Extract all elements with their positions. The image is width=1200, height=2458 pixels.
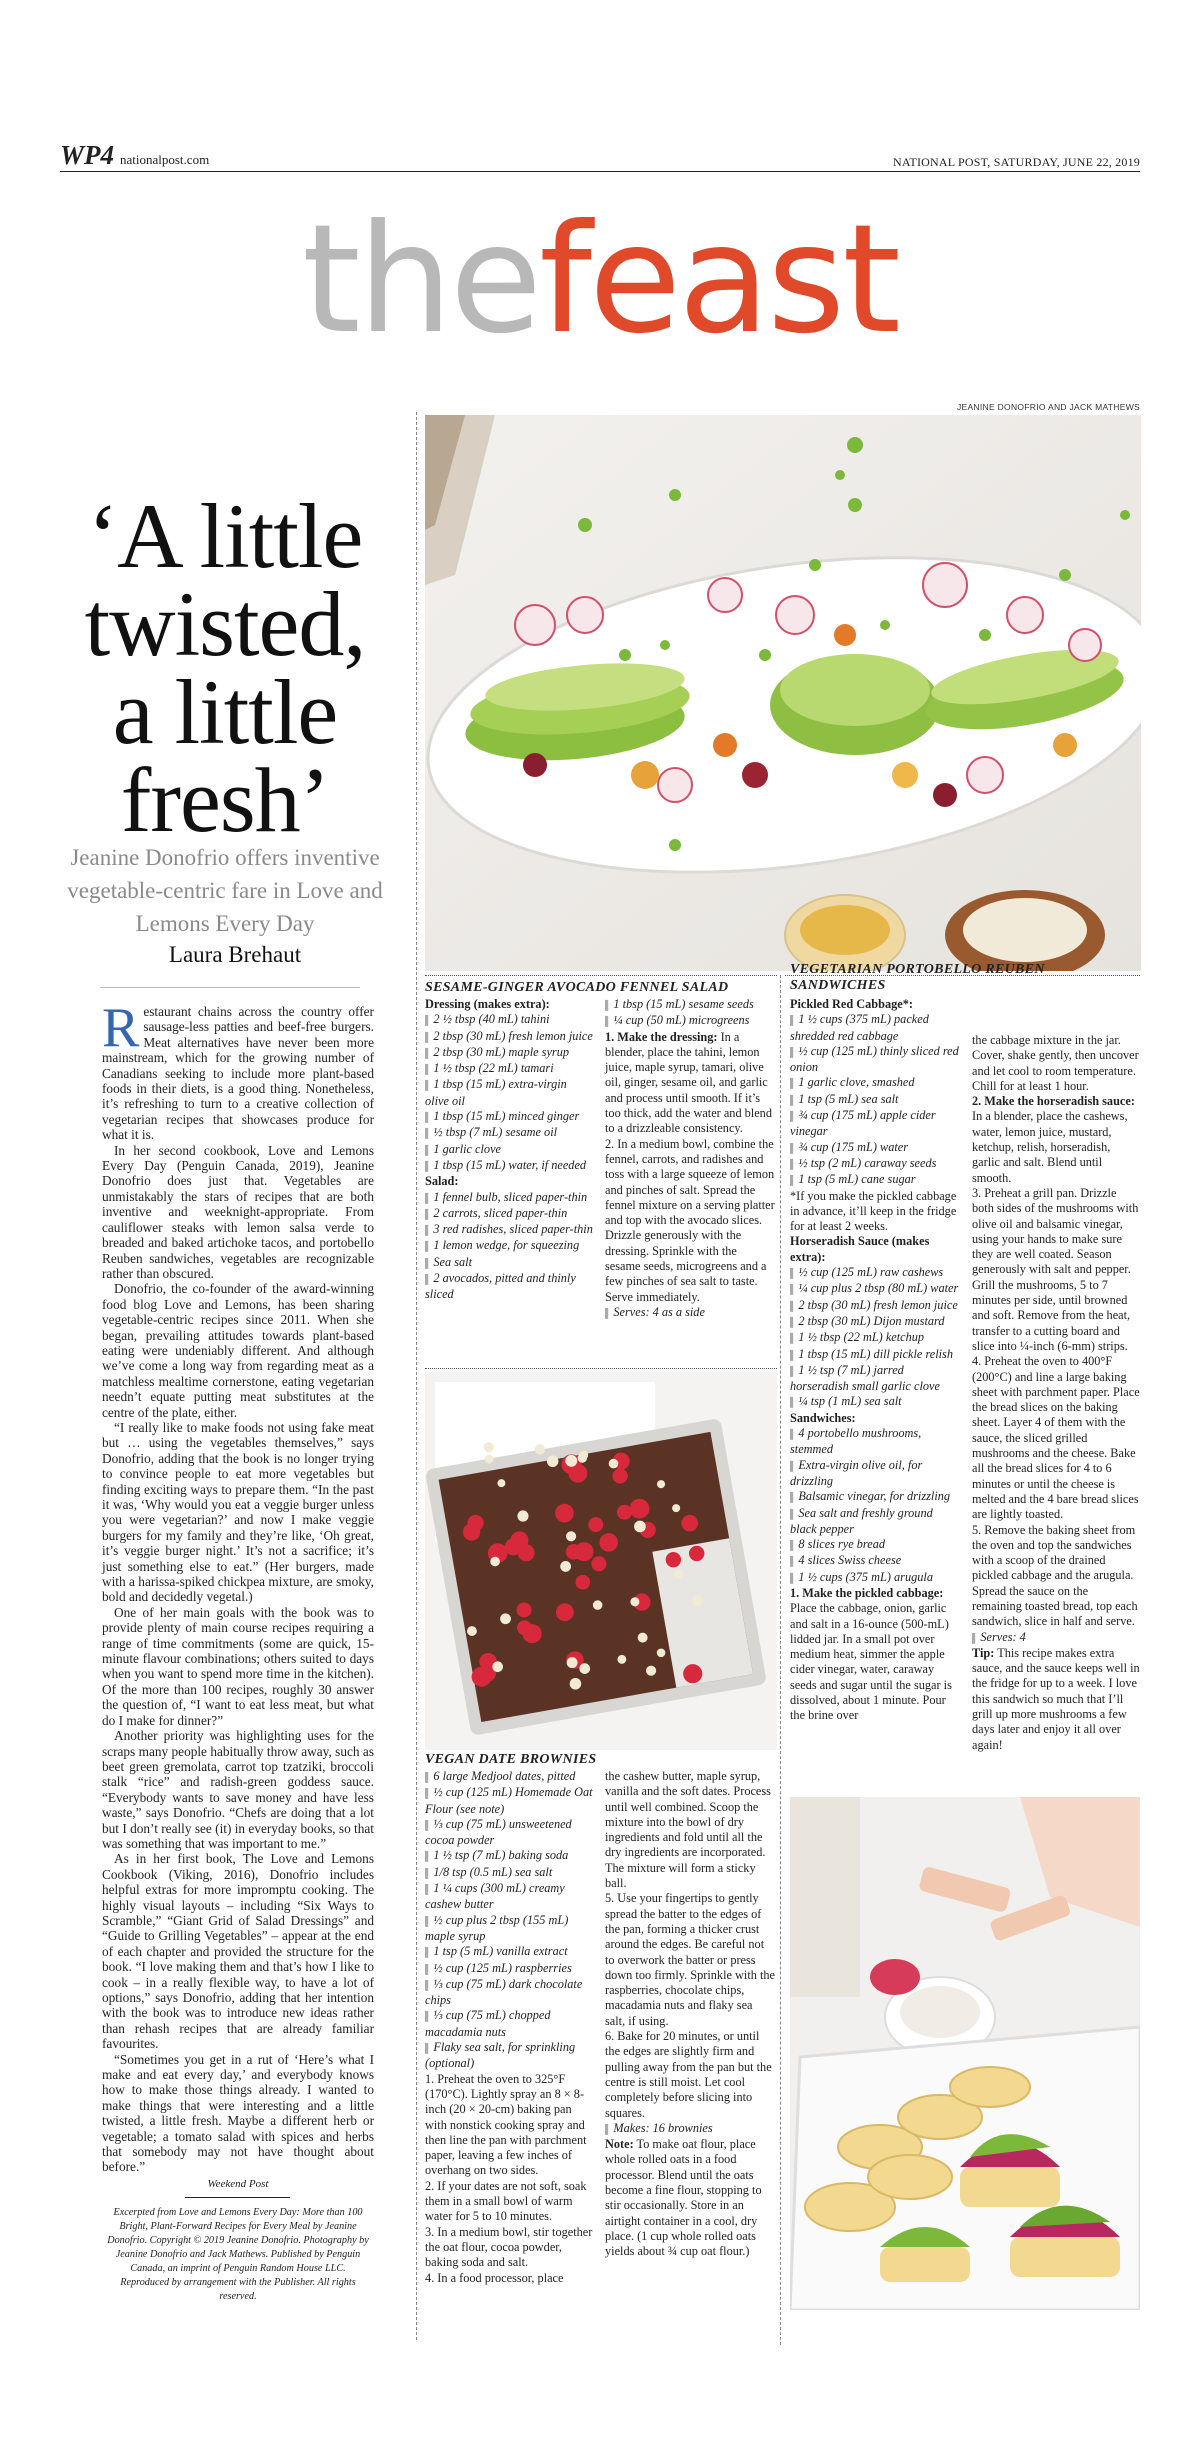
- recipe-step: [425, 2072, 593, 2179]
- byline: Laura Brehaut: [168, 942, 302, 967]
- reuben-column-2: [972, 1033, 1140, 1753]
- ingredient: ▌ 1 tbsp (15 mL) minced ginger: [425, 1109, 593, 1125]
- step-text: 5. Use your fingertips to gently spread the batter to the edges of the pan, forming a thicker crust around the edges. Be careful not to overwork the batter or press down too firmly. Sprinkle with the raspberries, chocolate chips, macadamia nuts and flaky sea salt, if using.: [605, 1891, 775, 2028]
- ingredient: ▌ 2 tbsp (30 mL) Dijon mustard: [790, 1314, 960, 1330]
- ingredient: ▌ ½ cup (125 mL) Homemade Oat Flour (see note): [425, 1785, 593, 1817]
- ingredient: ▌ 1 tbsp (15 mL) water, if needed: [425, 1158, 593, 1174]
- macadamia-nut: [566, 1531, 576, 1541]
- recipe-subhead: Horseradish Sauce (makes extra):: [790, 1234, 930, 1264]
- dateline: NATIONAL POST, SATURDAY, JUNE 22, 2019: [893, 155, 1140, 169]
- byline-rule: [100, 987, 360, 988]
- dressing-jar: [785, 895, 905, 971]
- ingredient: ▌ 2 tbsp (30 mL) maple syrup: [425, 1045, 593, 1061]
- step-text: 2. If your dates are not soft, soak them in a small bowl of warm water for 5 to 10 minutes.: [425, 2178, 587, 2224]
- macadamia-nut: [692, 1595, 703, 1606]
- step-lead: Note:: [605, 2137, 634, 2152]
- reuben-column-1: [790, 997, 960, 1724]
- section-title-feast: feast: [539, 193, 899, 367]
- step-lead: 1. Make the pickled cabbage:: [790, 1585, 944, 1600]
- salad-column-1: [425, 997, 593, 1303]
- ingredient: ▌ ½ cup (125 mL) raspberries: [425, 1961, 593, 1977]
- ingredient: ▌ 1 ½ tsp (7 mL) baking soda: [425, 1848, 593, 1864]
- step-lead: Tip:: [972, 1645, 995, 1660]
- macadamia-nut: [497, 1479, 505, 1487]
- recipe-subhead: Salad:: [425, 1174, 459, 1189]
- ingredient: ▌ 1 ½ cups (375 mL) arugula: [790, 1570, 960, 1586]
- macadamia-nut: [630, 1597, 639, 1606]
- site-url: nationalpost.com: [120, 152, 210, 167]
- ingredient: ▌ Extra-virgin olive oil, for drizzling: [790, 1458, 960, 1490]
- ingredient: ▌ Balsamic vinegar, for drizzling: [790, 1489, 960, 1505]
- ingredient: ▌ ¼ cup plus 2 tbsp (80 mL) water: [790, 1281, 960, 1297]
- recipe-step: [972, 1646, 1140, 1753]
- raspberry: [517, 1603, 532, 1618]
- article-body: [102, 997, 374, 2175]
- ingredient: ▌ ⅓ cup (75 mL) unsweetened cocoa powder: [425, 1817, 593, 1849]
- ingredient: ▌ 3 red radishes, sliced paper-thin: [425, 1222, 593, 1238]
- raspberry: [612, 1468, 627, 1483]
- ingredient: ▌ ½ cup plus 2 tbsp (155 mL) maple syrup: [425, 1913, 593, 1945]
- ingredient: ▌ 6 large Medjool dates, pitted: [425, 1769, 593, 1785]
- article-paragraph: One of her main goals with the book was to provide plenty of main course recipes requiring a range of time commitments (some are quick, 15-minute flavour combinations; others suited to days when you want to spend more time in the kitchen). Of the more than 100 recipes, roughly 30 answer the question of, “I want to eat less meat, but what do I make for dinner?”: [102, 1604, 374, 1728]
- raspberry: [510, 1531, 528, 1549]
- brownie-recipe-title: VEGAN DATE BROWNIES: [425, 1752, 597, 1767]
- raspberry: [689, 1546, 704, 1561]
- macadamia-nut: [500, 1613, 511, 1624]
- step-text: To make oat flour, place whole rolled oats in a food processor. Blend until the oats become a fine flour, stopping to stir occasionally. Store in an airtight container in a cool, dry place. (1 cup whole rolled oats yields about ¾ cup oat flour.): [605, 2137, 762, 2259]
- macadamia-nut: [560, 1561, 571, 1572]
- ingredient: ▌ 1 garlic clove, smashed: [790, 1075, 960, 1091]
- step-text: 1. Preheat the oven to 325°F (170°C). Lightly spray an 8 × 8-inch (20 × 20-cm) baking pan with nonstick cooking spray and then line the pan with parchment paper, leaving a few inches of overhang on two sides.: [425, 2071, 587, 2178]
- ingredient: ▌ 2 ½ tbsp (40 mL) tahini: [425, 1012, 593, 1028]
- recipe-step: [972, 1033, 1140, 1094]
- deck: Jeanine Donofrio offers inventive vegetable-centric fare in Love and Lemons Every Day: [67, 845, 383, 936]
- ingredient: ▌ Sea salt and freshly ground black pepper: [790, 1506, 960, 1538]
- article-paragraph: Another priority was highlighting uses for the scraps many people habitually throw away, such as beet green gremolata, carrot top tzatziki, broccoli stalk “rice” and radish-green goddess sauce. “Everybody wants to save money and have less waste,” says Donofrio. “Chefs are doing that a lot but I don’t really see (it) in everyday books, so that was something that was important to me.”: [102, 1728, 374, 1851]
- recipe-step: [605, 1137, 775, 1305]
- raspberry: [463, 1523, 481, 1541]
- step-text: 4. Preheat the oven to 400°F (200°C) and line a large baking sheet with parchment paper. Place the bread slices on the baking sheet. Layer 4 of them with the sauce, the sliced grilled mushrooms and the cheese. Bake all the bread slices for 4 to 6 minutes or until the cheese is melted and the 4 bare bread slices are lightly toasted.: [972, 1354, 1140, 1522]
- ingredient: ▌ ½ cup (125 mL) thinly sliced red onion: [790, 1044, 960, 1076]
- article-paragraph: Restaurant chains across the country offer sausage-less patties and beef-free burgers. Meat alternatives have never been more mainstream, which for the growing number of Canadians seeking to include more plant-based foods in their diets, is a good thing. Nonetheless, it’s refreshing to turn to a creative collection of vegetarian recipes that showcases produce for what it is.: [102, 997, 374, 1143]
- ingredient: ▌ 1 fennel bulb, sliced paper-thin: [425, 1190, 593, 1206]
- page-number: WP4 nationalpost.com: [60, 140, 210, 170]
- macadamia-nut: [484, 1442, 494, 1452]
- step-text: 4. In a food processor, place: [425, 2270, 564, 2285]
- ingredient: ▌ Sea salt: [425, 1255, 593, 1271]
- recipe-subhead: Sandwiches:: [790, 1410, 856, 1425]
- ingredient: ▌ 1 ½ tbsp (22 mL) tamari: [425, 1061, 593, 1077]
- recipe-step: [972, 1523, 1140, 1630]
- macadamia-nut: [578, 1453, 587, 1462]
- step-text: the cabbage mixture in the jar. Cover, shake gently, then uncover and let cool to room temperature. Chill for at least 1 hour.: [972, 1033, 1139, 1093]
- ingredient: ▌ 1 ½ tbsp (22 mL) ketchup: [790, 1330, 960, 1346]
- macadamia-nut: [570, 1678, 582, 1690]
- ingredient: ▌ ¾ cup (175 mL) water: [790, 1140, 960, 1156]
- step-text: Place the cabbage, onion, garlic and salt in a 16-ounce (500-mL) lidded jar. In a small pot over medium heat, simmer the apple cider vinegar, water, caraway seeds and sugar until the sugar is dissolved, about 1 minute. Pour the brine over: [790, 1601, 952, 1723]
- salad-column-2: [605, 997, 775, 1321]
- ingredient: ▌ ½ cup (125 mL) raw cashews: [790, 1265, 960, 1281]
- ingredient: ▌ 2 carrots, sliced paper-thin: [425, 1206, 593, 1222]
- recipe-yield: ▌ Serves: 4: [972, 1630, 1140, 1646]
- raspberry: [523, 1624, 542, 1643]
- step-text: 3. In a medium bowl, stir together the oat flour, cocoa powder, baking soda and salt.: [425, 2224, 593, 2270]
- macadamia-nut: [609, 1459, 619, 1469]
- raspberry: [575, 1575, 590, 1590]
- ingredient: ▌ 1 ½ tsp (7 mL) jarred horseradish small garlic clove: [790, 1363, 960, 1395]
- recipe-step: [790, 1189, 960, 1235]
- article-paragraph: As in her first book, The Love and Lemons Cookbook (Viking, 2016), Donofrio includes helpful extras for more impromptu cooking. The highly visual layouts – including “Six Ways to Scramble,” “Giant Grid of Salad Dressings” and “Guide to Grilling Vegetables” – appear at the end of each chapter and provided the structure for the book. “I love making them and that’s how I like to cook – in a really flexible way, to have a lot of options,” says Donofrio, adding that her intention with the book was to introduce new ideas rather than rehash recipes that are already familiar favourites.: [102, 1851, 374, 2052]
- brownie-top-rule: [425, 1368, 777, 1370]
- step-lead: 2. Make the horseradish sauce:: [972, 1094, 1135, 1109]
- recipe-step: [972, 1354, 1140, 1522]
- ingredient: ▌ 1 lemon wedge, for squeezing: [425, 1238, 593, 1254]
- excerpt-credit: Excerpted from Love and Lemons Every Day: More than 100 Bright, Plant-Forward Recipes for Every Meal by Jeanine Donofrio. Copyright © 2019 Jeanine Donofrio. Photography by Jeanine Donofrio and Jack Mathews. Published by Penguin Canada, an imprint of Penguin Random House LLC. Reproduced by arrangement with the Publisher. All rights reserved.: [107, 2207, 369, 2302]
- raspberry: [588, 1517, 603, 1532]
- brownie-column-2: [605, 1769, 775, 2260]
- macadamia-nut: [547, 1456, 559, 1468]
- step-text: In a blender, place the tahini, lemon juice, maple syrup, tamari, olive oil, ginger, sesame oil, and garlic and process until smooth. If it’s too thick, add the water and blend to a drizzleable consistency.: [605, 1029, 772, 1136]
- macadamia-nut: [672, 1504, 680, 1512]
- reuben-divider: [780, 975, 782, 2345]
- recipe-step: [790, 1586, 960, 1724]
- recipe-subhead: Pickled Red Cabbage*:: [790, 997, 913, 1011]
- ingredient: ▌ 1 tbsp (15 mL) extra-virgin olive oil: [425, 1077, 593, 1109]
- macadamia-nut: [485, 1455, 494, 1464]
- recipe-step: [605, 1891, 775, 2029]
- ingredient: ▌ ⅓ cup (75 mL) chopped macadamia nuts: [425, 2008, 593, 2040]
- photo-credit: JEANINE DONOFRIO AND JACK MATHEWS: [956, 402, 1140, 412]
- article-paragraph: “I really like to make foods not using fake meat but … using the vegetables themselves,” says Donofrio, adding that the book is no longer trying to convince people to eat more vegetables but finding exciting ways to prepare them. “In the past it was, ‘Why would you eat a veggie burger unless you were vegetarian?’ and now I make veggie burgers for my family and they’re like, ‘Oh great, it’s veggie burger night.’ It’s not a sacrifice; it’s just something else to eat.” (Her burgers, made with a harissa-spiked chickpea mixture, are smoky, bold and decidedly vegetal.): [102, 1419, 374, 1605]
- section-title-the: the: [301, 193, 540, 367]
- raspberry: [630, 1499, 650, 1519]
- macadamia-nut: [657, 1480, 665, 1488]
- article-paragraph: “Sometimes you get in a rut of ‘Here’s what I make and eat every day,’ and everybody knows how to make those things already. I wanted to make things that were interesting and a little twisted, a little fresh. Maybe a different herb or vegetable; a tomato salad with spices and herbs that somebody may not have thought about before.”: [102, 2051, 374, 2175]
- signoff-rule: [185, 2197, 290, 2198]
- step-text: *If you make the pickled cabbage in advance, it’ll keep in the fridge for at least 2 weeks.: [790, 1188, 957, 1234]
- section-title: [0, 193, 1200, 367]
- ingredient: ▌ ¼ tsp (1 mL) sea salt: [790, 1394, 960, 1410]
- salad-photo: [425, 415, 1141, 971]
- macadamia-nut: [674, 1569, 684, 1579]
- ingredient: ▌ 2 tbsp (30 mL) fresh lemon juice: [425, 1029, 593, 1045]
- salad-top-rule: [425, 975, 777, 977]
- signoff: Weekend Post: [207, 2178, 269, 2190]
- step-text: 3. Preheat a grill pan. Drizzle both sides of the mushrooms with olive oil and balsamic vinegar, using your hands to make sure they are well coated. Season generously with salt and pepper. Grill the mushrooms, 5 to 7 minutes per side, until browned and soft. Remove from the heat, transfer to a cutting board and slice into ¼-inch (6-mm) strips.: [972, 1185, 1139, 1353]
- drop-cap: R: [102, 997, 140, 1059]
- raspberry: [617, 1505, 632, 1520]
- macadamia-nut: [638, 1633, 648, 1643]
- ingredient: ▌ 1 tbsp (15 mL) dill pickle relish: [790, 1347, 960, 1363]
- header-rule: [60, 171, 1140, 172]
- ingredient: ▌ 8 slices rye bread: [790, 1537, 960, 1553]
- recipe-step: [605, 1030, 775, 1137]
- raspberry: [555, 1504, 574, 1523]
- step-lead: 1. Make the dressing:: [605, 1029, 718, 1044]
- ingredient: ▌ 1 ½ cups (375 mL) packed shredded red cabbage: [790, 1012, 960, 1044]
- macadamia-nut: [579, 1663, 590, 1674]
- article-paragraph: In her second cookbook, Love and Lemons Every Day (Penguin Canada, 2019), Jeanine Donofrio does just that. Vegetables are unmistakably the stars of recipes that are both inventive and weeknight-appropriate. From cauliflower steaks with lemon salsa verde to breaded and baked artichoke tacos, and portobello Reuben sandwiches, vegetables are recognizable rather than obscured.: [102, 1142, 374, 1281]
- recipe-step: [972, 1094, 1140, 1186]
- headline: ‘A little twisted, a little fresh’: [84, 485, 366, 851]
- raspberry: [599, 1533, 618, 1552]
- recipe-step: [425, 2225, 593, 2271]
- recipe-step: [425, 2271, 593, 2286]
- step-text: In a blender, place the cashews, water, lemon juice, mustard, ketchup, relish, horseradish, garlic and salt. Blend until smooth.: [972, 1109, 1128, 1185]
- step-text: 2. In a medium bowl, combine the fennel, carrots, and radishes and toss with a large squeeze of lemon and pinches of salt. Spread the fennel mixture on a serving platter and top with the avocado slices. Drizzle generously with the dressing. Sprinkle with the sesame seeds, microgreens and a few pinches of sea salt to taste. Serve immediately.: [605, 1136, 775, 1304]
- brownie-column-1: [425, 1769, 593, 2286]
- ingredient: ▌ 1 ¼ cups (300 mL) creamy cashew butter: [425, 1881, 593, 1913]
- step-text: 6. Bake for 20 minutes, or until the edges are slightly firm and pulling away from the pan but the centre is still moist. Let cool completely before slicing into squares.: [605, 2029, 772, 2120]
- macadamia-nut: [657, 1649, 666, 1658]
- raspberry: [683, 1664, 702, 1683]
- macadamia-nut: [467, 1626, 477, 1636]
- ingredient: ▌ ½ tsp (2 mL) caraway seeds: [790, 1156, 960, 1172]
- ingredient: ▌ 1 tsp (5 mL) sea salt: [790, 1092, 960, 1108]
- article-paragraph: Donofrio, the co-founder of the award-winning food blog Love and Lemons, has been sharing vegetable-centric recipes since 2011. When she began, prevailing attitudes towards plant-based eating were undeniably different. And although we’ve come a long way from regarding meat as a matchless mealtime cornerstone, eating vegetarian needn’t equate putting meat substitutes at the centre of the plate, either.: [102, 1281, 374, 1420]
- ingredient: ▌ ½ tbsp (7 mL) sesame oil: [425, 1125, 593, 1141]
- recipe-yield: ▌ Makes: 16 brownies: [605, 2121, 775, 2137]
- ingredient: ▌ 1 garlic clove: [425, 1142, 593, 1158]
- ingredient: ▌ ¾ cup (175 mL) apple cider vinegar: [790, 1108, 960, 1140]
- macadamia-nut: [490, 1557, 500, 1567]
- macadamia-nut: [517, 1510, 528, 1521]
- ingredient: ▌ 1 tbsp (15 mL) sesame seeds: [605, 997, 775, 1013]
- ingredient: ▌ ⅓ cup (75 mL) dark chocolate chips: [425, 1977, 593, 2009]
- recipe-step: [425, 2179, 593, 2225]
- ingredient: ▌ 4 slices Swiss cheese: [790, 1553, 960, 1569]
- ingredient: ▌ 4 portobello mushrooms, stemmed: [790, 1426, 960, 1458]
- raspberry: [566, 1544, 582, 1560]
- raspberry: [556, 1603, 574, 1621]
- step-text: 5. Remove the baking sheet from the oven and top the sandwiches with a scoop of the drained pickled cabbage and the arugula. Spread the sauce on the remaining toasted bread, top each sandwich, slice in half and serve.: [972, 1522, 1138, 1629]
- raspberry: [591, 1556, 606, 1571]
- ingredient: ▌ ¼ cup (50 mL) microgreens: [605, 1013, 775, 1029]
- recipe-step: [972, 1186, 1140, 1354]
- brownie-photo: [425, 1372, 777, 1750]
- macadamia-nut: [617, 1655, 626, 1664]
- macadamia-nut: [567, 1657, 578, 1668]
- ingredient: ▌ 2 tbsp (30 mL) fresh lemon juice: [790, 1298, 960, 1314]
- ingredient: ▌ 1/8 tsp (0.5 mL) sea salt: [425, 1865, 593, 1881]
- macadamia-nut: [593, 1600, 603, 1610]
- reuben-recipe-title: VEGETARIAN PORTOBELLO REUBEN SANDWICHES: [790, 962, 1045, 993]
- ingredient: ▌ 2 avocados, pitted and thinly sliced: [425, 1271, 593, 1303]
- recipe-step: [605, 2029, 775, 2121]
- recipe-yield: ▌ Serves: 4 as a side: [605, 1305, 775, 1321]
- macadamia-nut: [565, 1455, 577, 1467]
- recipe-subhead: Dressing (makes extra):: [425, 997, 550, 1011]
- ingredient: ▌ 1 tsp (5 mL) vanilla extract: [425, 1944, 593, 1960]
- reuben-photo: [790, 1797, 1140, 2310]
- macadamia-nut: [492, 1661, 503, 1672]
- column-divider: [416, 412, 418, 2340]
- ingredient: ▌ 1 tsp (5 mL) cane sugar: [790, 1172, 960, 1188]
- step-text: the cashew butter, maple syrup, vanilla and the soft dates. Process until well combined. Scoop the mixture into the bowl of dry ingredients and fold until all the dry ingredients are incorporated. The mixture will form a sticky ball.: [605, 1769, 771, 1891]
- raspberry: [666, 1552, 681, 1567]
- recipe-step: [605, 2137, 775, 2259]
- ingredient: ▌ Flaky sea salt, for sprinkling (optional): [425, 2040, 593, 2072]
- salad-recipe-title: SESAME-GINGER AVOCADO FENNEL SALAD: [425, 980, 729, 995]
- macadamia-nut: [535, 1444, 545, 1454]
- macadamia-nut: [646, 1666, 656, 1676]
- raspberry: [681, 1515, 698, 1532]
- step-text: This recipe makes extra sauce, and the sauce keeps well in the fridge for up to a week. I love this sandwich so much that I’ll grill up more mushrooms a few days later and enjoy it all over again!: [972, 1645, 1140, 1752]
- macadamia-nut: [634, 1521, 646, 1533]
- recipe-step: [605, 1769, 775, 1891]
